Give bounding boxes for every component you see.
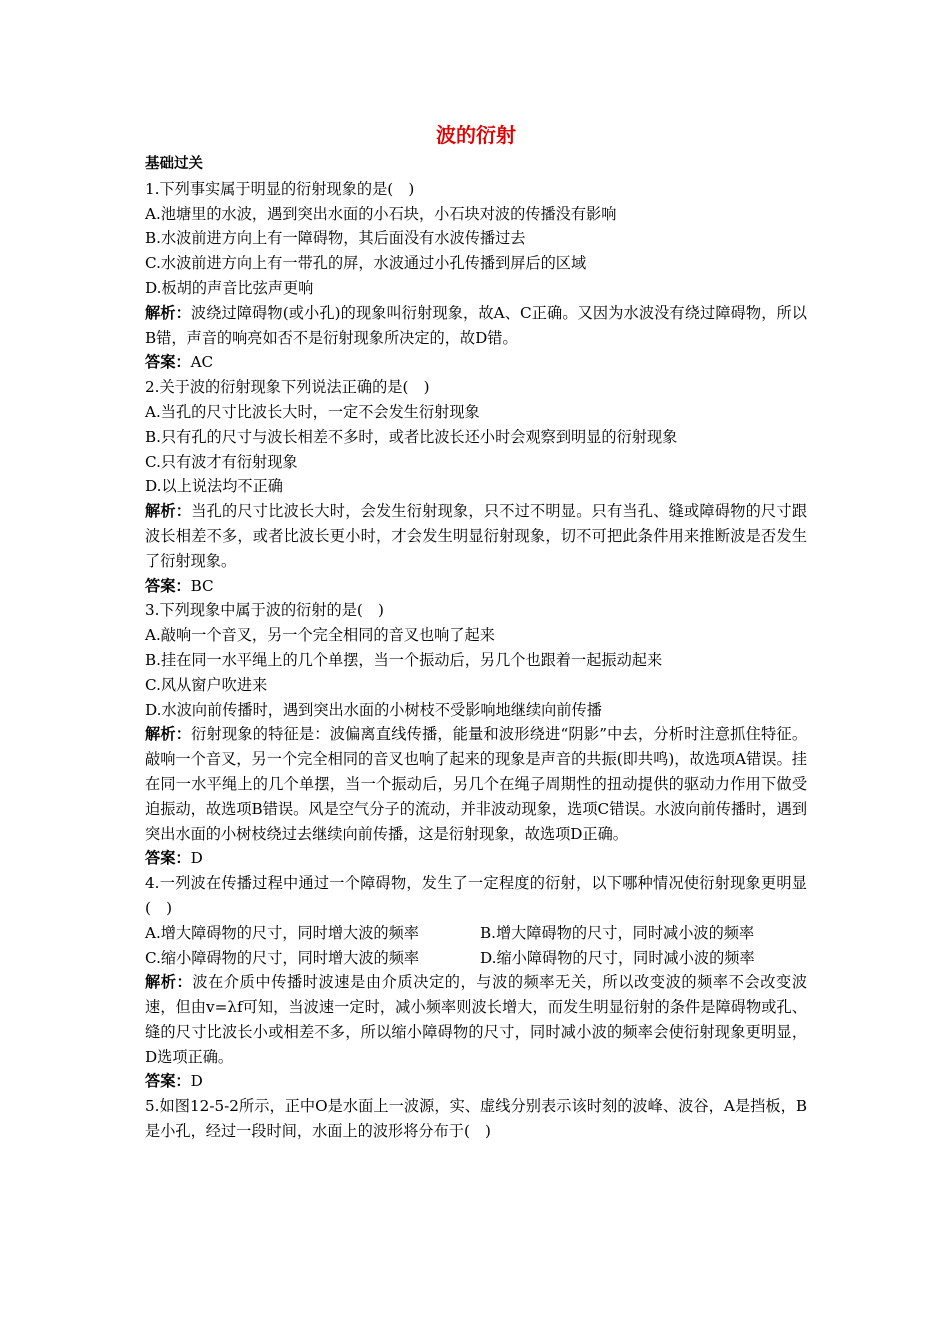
answer-label: 答案： [145,353,191,372]
document-page [145,120,807,1144]
q4-analysis [145,970,807,1069]
q2-analysis [145,499,807,573]
q1-answer-value: AC [190,353,214,372]
q3-stem: 3.下列现象中属于波的衍射的是( ) [145,601,384,620]
q4-answer-value: D [190,1072,203,1091]
q3-option-c: C.风从窗户吹进来 [145,675,268,694]
q3-answer [145,846,807,871]
q1-analysis-text: 波绕过障碍物(或小孔)的现象叫衍射现象，故A、C正确。又因为水波没有绕过障碍物，所以B错，声音的响亮如否不是衍射现象所决定的，故D错。 [145,303,807,347]
section-heading: 基础过关 [145,156,203,172]
q3-analysis [145,722,807,846]
analysis-label: 解析： [145,725,192,744]
q4-options-row-2 [145,946,807,971]
q2-analysis-text: 当孔的尺寸比波长大时，会发生衍射现象，只不过不明显。只有当孔、缝或障碍物的尺寸跟波长相差不多，或者比波长更小时，才会发生明显衍射现象，切不可把此条件用来推断波是否发生了衍射现象。 [145,502,808,570]
answer-label: 答案： [145,849,191,868]
q4-options-row-1 [145,921,807,946]
q1-option-c: C.水波前进方向上有一带孔的屏，水波通过小孔传播到屏后的区域 [145,254,587,273]
q1-answer [145,350,807,375]
q1-option-a: A.池塘里的水波，遇到突出水面的小石块，小石块对波的传播没有影响 [145,204,617,223]
q1-option-b: B.水波前进方向上有一障碍物，其后面没有水波传播过去 [145,229,526,248]
q2-stem: 2.关于波的衍射现象下列说法正确的是( ) [145,378,430,397]
q4-option-c: C.缩小障碍物的尺寸，同时增大波的频率 [145,948,420,967]
q1-analysis [145,301,807,351]
answer-label: 答案： [145,1072,191,1091]
q4-option-b: B.增大障碍物的尺寸，同时减小波的频率 [480,923,755,942]
q3-option-b: B.挂在同一水平绳上的几个单摆，当一个振动后，另几个也跟着一起振动起来 [145,650,663,669]
page-title: 波的衍射 [436,123,516,147]
q1-stem: 1.下列事实属于明显的衍射现象的是( ) [145,179,415,198]
q3-option-d: D.水波向前传播时，遇到突出水面的小树枝不受影响地继续向前传播 [145,700,602,719]
analysis-label: 解析： [145,502,192,521]
q5-stem: 5.如图12-5-2所示，正中O是水面上一波源，实、虚线分别表示该时刻的波峰、波谷，A是挡板，B是小孔，经过一段时间，水面上的波形将分布于( ) [145,1097,807,1141]
q2-option-c: C.只有波才有衍射现象 [145,452,298,471]
q4-analysis-text: 波在介质中传播时波速是由介质决定的，与波的频率无关，所以改变波的频率不会改变波速，但由v=λf可知，当波速一定时，减小频率则波长增大，而发生明显衍射的条件是障碍物或孔、缝的尺寸比波长小或相差不多，所以缩小障碍物的尺寸，同时减小波的频率会使衍射现象更明显，D选项正确。 [145,973,808,1066]
q2-answer-value: BC [190,576,214,595]
q2-answer [145,574,807,599]
analysis-label: 解析： [145,973,193,992]
q2-option-b: B.只有孔的尺寸与波长相差不多时，或者比波长还小时会观察到明显的衍射现象 [145,427,678,446]
answer-label: 答案： [145,576,191,595]
analysis-label: 解析： [145,303,191,322]
q2-option-a: A.当孔的尺寸比波长大时，一定不会发生衍射现象 [145,402,480,421]
q4-option-d: D.缩小障碍物的尺寸，同时减小波的频率 [480,948,755,967]
q3-analysis-text: 衍射现象的特征是：波偏离直线传播，能量和波形绕进“阴影”中去，分析时注意抓住特征。敲响一个音叉，另一个完全相同的音叉也响了起来的现象是声音的共振(即共鸣)，故选项A错误。挂在同一水平绳上的几个单摆，当一个振动后，另几个在绳子周期性的扭动提供的驱动力作用下做受迫振动，故选项B错误。风是空气分子的流动，并非波动现象，选项C错误。水波向前传播时，遇到突出水面的小树枝绕过去继续向前传播，这是衍射现象，故选项D正确。 [145,725,808,843]
q4-stem: 4.一列波在传播过程中通过一个障碍物，发生了一定程度的衍射，以下哪种情况使衍射现象更明显( ) [145,874,807,917]
q4-answer [145,1069,807,1094]
q2-option-d: D.以上说法均不正确 [145,477,283,496]
q3-answer-value: D [190,849,203,868]
q1-option-d: D.板胡的声音比弦声更响 [145,278,314,297]
q4-option-a: A.增大障碍物的尺寸，同时增大波的频率 [145,923,419,942]
q3-option-a: A.敲响一个音叉，另一个完全相同的音叉也响了起来 [145,626,495,645]
